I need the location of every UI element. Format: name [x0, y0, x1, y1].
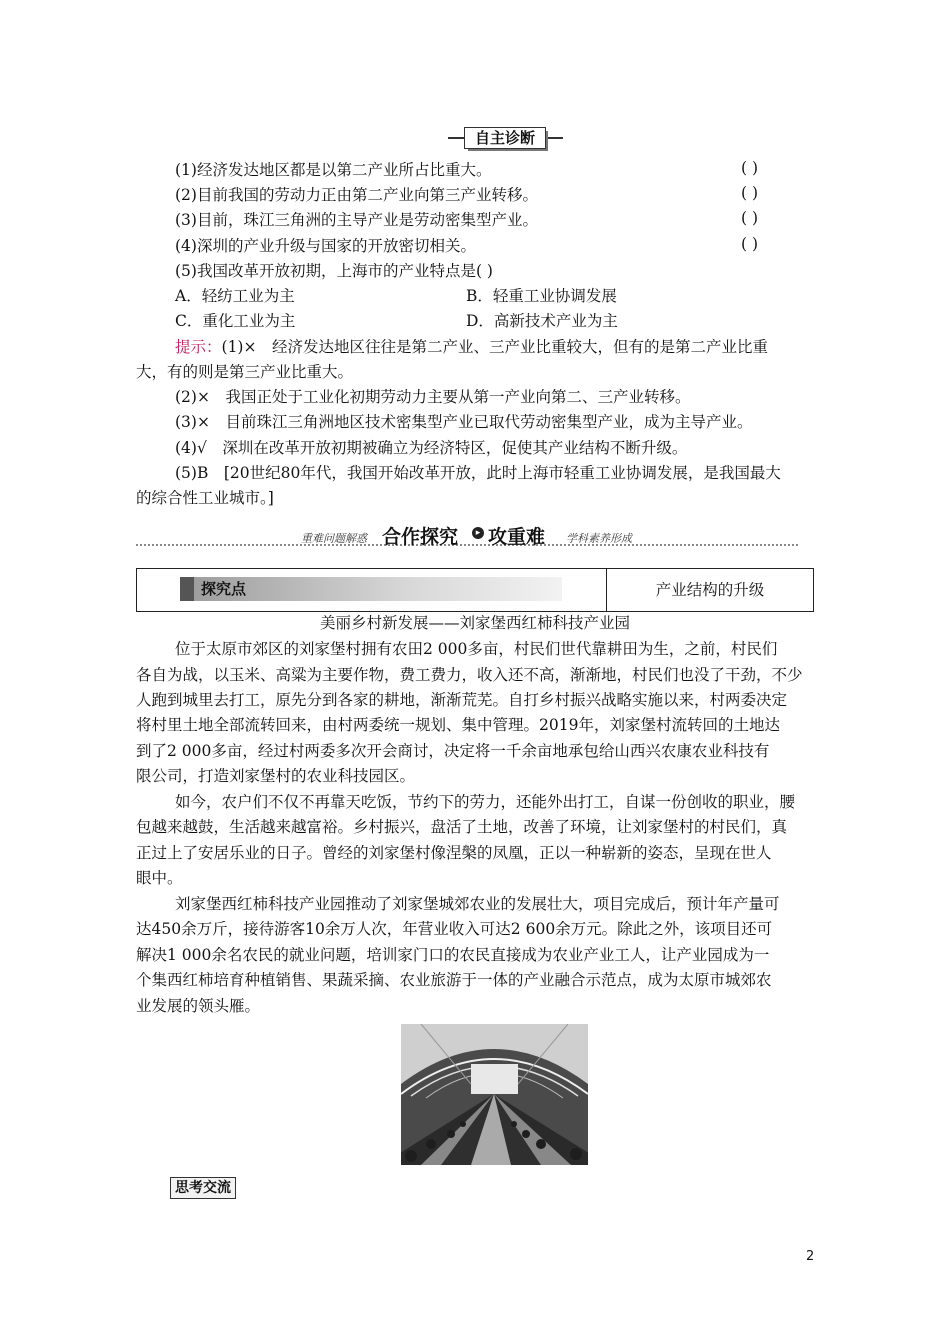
- article-title: 美丽乡村新发展——刘家堡西红柿科技产业园: [319, 614, 630, 632]
- banner-left-text: 重难问题解惑: [301, 532, 367, 545]
- section-title: 自主诊断: [464, 127, 546, 149]
- diagnosis-item-3: (3)目前，珠江三角洲的主导产业是劳动密集型产业。: [175, 211, 538, 229]
- paragraph-line: 眼中。: [136, 869, 183, 887]
- explore-tab-notch: [180, 577, 194, 601]
- hint-text-1: (1)× 经济发达地区往往是第二产业、三产业比重较大，但有的是第二产业比重: [221, 338, 768, 356]
- paragraph-line: 个集西红柿培育种植销售、果蔬采摘、农业旅游于一体的产业融合示范点，成为太原市城郊农: [136, 971, 772, 989]
- paragraph-line: 解决1 000余名农民的就业问题，培训家门口的农民直接成为农业产业工人，让产业园成为一: [136, 946, 770, 964]
- banner-main-2: 攻重难: [488, 526, 546, 548]
- answer-blank: ( ): [741, 235, 759, 253]
- paragraph-line: 包越来越鼓，生活越来越富裕。乡村振兴，盘活了土地，改善了环境，让刘家堡村的村民们，真: [136, 818, 788, 836]
- hint-line-4: (4)√ 深圳在改革开放初期被确立为经济特区，促使其产业结构不断升级。: [175, 439, 688, 457]
- explore-point-box: [136, 568, 814, 612]
- paragraph-line: 业发展的领头雁。: [136, 997, 261, 1015]
- hint-line-1b: 大，有的则是第三产业比重大。: [136, 363, 354, 381]
- hint-line-3: (3)× 目前珠江三角洲地区技术密集型产业已取代劳动密集型产业，成为主导产业。: [175, 413, 753, 431]
- think-and-discuss-label: 思考交流: [170, 1177, 236, 1199]
- paragraph-line: 位于太原市郊区的刘家堡村拥有农田2 000多亩，村民们世代靠耕田为生，之前，村民们: [175, 640, 778, 658]
- option-a: A．轻纺工业为主: [175, 287, 295, 305]
- explore-topic: 产业结构的升级: [655, 581, 765, 599]
- banner-main-1: 合作探究: [382, 526, 459, 548]
- hint-line-1: [175, 336, 768, 358]
- paragraph-line: 限公司，打造刘家堡村的农业科技园区。: [136, 767, 416, 785]
- paragraph-line: 人跑到城里去打工，原先分到各家的耕地，渐渐荒芜。自打乡村振兴战略实施以来，村两委决定: [136, 691, 788, 709]
- page-number: 2: [806, 1249, 815, 1264]
- diagnosis-question-5: (5)我国改革开放初期，上海市的产业特点是( ): [175, 262, 493, 280]
- diagnosis-item-2: (2)目前我国的劳动力正由第二产业向第三产业转移。: [175, 186, 538, 204]
- answer-blank: ( ): [741, 209, 759, 227]
- option-d: D．高新技术产业为主: [466, 312, 618, 330]
- section-header-diagnosis: [448, 127, 563, 149]
- banner-right-text: 学科素养形成: [566, 532, 632, 545]
- answer-blank: ( ): [741, 184, 759, 202]
- paragraph-line: 如今，农户们不仅不再靠天吃饭，节约下的劳力，还能外出打工，自谋一份创收的职业，腰: [175, 793, 796, 811]
- paragraph-line: 刘家堡西红柿科技产业园推动了刘家堡城郊农业的发展壮大，项目完成后，预计年产量可: [175, 895, 780, 913]
- arrow-icon: ▸: [472, 527, 484, 539]
- hint-line-2: (2)× 我国正处于工业化初期劳动力主要从第一产业向第二、三产业转移。: [175, 388, 691, 406]
- paragraph-line: 正过上了安居乐业的日子。曾经的刘家堡村像涅槃的凤凰，正以一种崭新的姿态，呈现在世人: [136, 844, 772, 862]
- section-banner: [136, 522, 798, 550]
- option-c: C．重化工业为主: [175, 312, 296, 330]
- option-b: B．轻重工业协调发展: [466, 287, 617, 305]
- paragraph-line: 将村里土地全部流转回来，由村两委统一规划、集中管理。2019年，刘家堡村流转回的土地达: [136, 716, 780, 734]
- hint-label: 提示：: [175, 338, 222, 356]
- explore-tab-label: 探究点: [201, 580, 247, 598]
- hint-line-5b: 的综合性工业城市。]: [136, 489, 274, 507]
- hint-line-5: (5)B [20世纪80年代，我国开始改革开放，此时上海市轻重工业协调发展，是我国最大: [175, 464, 781, 482]
- banner-dotted-rule: [136, 544, 798, 546]
- paragraph-line: 到了2 000多亩，经过村两委多次开会商讨，决定将一千余亩地承包给山西兴农康农业科技有: [136, 742, 770, 760]
- diagnosis-item-1: (1)经济发达地区都是以第二产业所占比重大。: [175, 161, 492, 179]
- answer-blank: ( ): [741, 159, 759, 177]
- paragraph-line: 达450余万斤，接待游客10余万人次，年营业收入可达2 600余万元。除此之外，该项目还可: [136, 920, 773, 938]
- paragraph-line: 各自为战，以玉米、高粱为主要作物，费工费力，收入还不高，渐渐地，村民们也没了干劲，不少: [136, 666, 803, 684]
- diagnosis-item-4: (4)深圳的产业升级与国家的开放密切相关。: [175, 237, 476, 255]
- greenhouse-photo: [401, 1024, 588, 1165]
